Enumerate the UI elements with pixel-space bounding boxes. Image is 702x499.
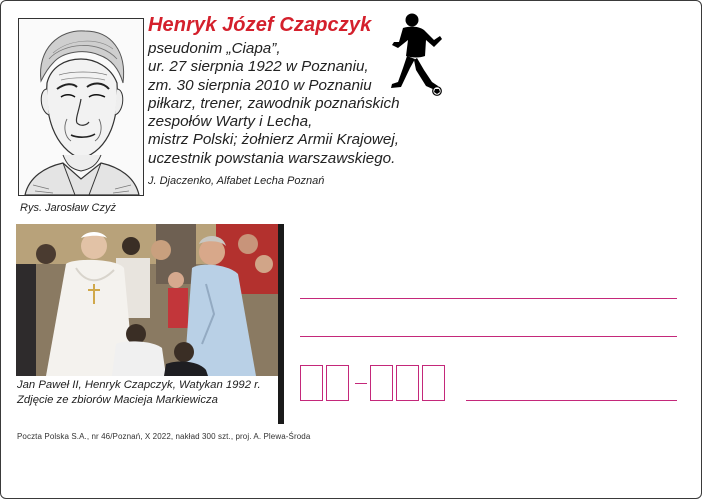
postal-code-box bbox=[300, 365, 323, 401]
portrait-drawing bbox=[18, 18, 144, 196]
caption-line: Jan Paweł II, Henryk Czapczyk, Watykan 1992 r. bbox=[17, 379, 261, 391]
postal-code-dash bbox=[355, 383, 367, 384]
bio-line: zm. 30 sierpnia 2010 w Poznaniu bbox=[148, 76, 372, 94]
photo-caption bbox=[17, 378, 261, 407]
bio-credit: J. Djaczenko, Alfabet Lecha Poznań bbox=[148, 175, 325, 187]
bio-line: mistrz Polski; żołnierz Armii Krajowej, bbox=[148, 131, 399, 149]
address-line bbox=[466, 400, 677, 401]
bio-line: ur. 27 sierpnia 1922 w Poznaniu, bbox=[148, 58, 369, 76]
postal-code-box bbox=[326, 365, 349, 401]
card-title: Henryk Józef Czapczyk bbox=[148, 14, 372, 36]
photo-image bbox=[16, 224, 278, 376]
portrait-credit: Rys. Jarosław Czyż bbox=[20, 202, 116, 214]
bio-line: piłkarz, trener, zawodnik poznańskich bbox=[148, 94, 400, 112]
bio-line: zespołów Warty i Lecha, bbox=[148, 113, 313, 131]
photo-border bbox=[278, 224, 284, 424]
postal-code-box bbox=[396, 365, 419, 401]
footballer-silhouette-icon bbox=[388, 12, 444, 96]
address-line bbox=[300, 336, 677, 337]
bio-line: pseudonim „Ciapa”, bbox=[148, 40, 281, 57]
postal-code-box bbox=[370, 365, 393, 401]
postal-code-box bbox=[422, 365, 445, 401]
imprint: Poczta Polska S.A., nr 46/Poznań, X 2022, nakład 300 szt., proj. A. Plewa-Środa bbox=[17, 432, 311, 441]
caption-line: Zdjęcie ze zbiorów Macieja Markiewicza bbox=[17, 393, 218, 406]
address-line bbox=[300, 298, 677, 299]
bio-line: uczestnik powstania warszawskiego. bbox=[148, 149, 396, 167]
